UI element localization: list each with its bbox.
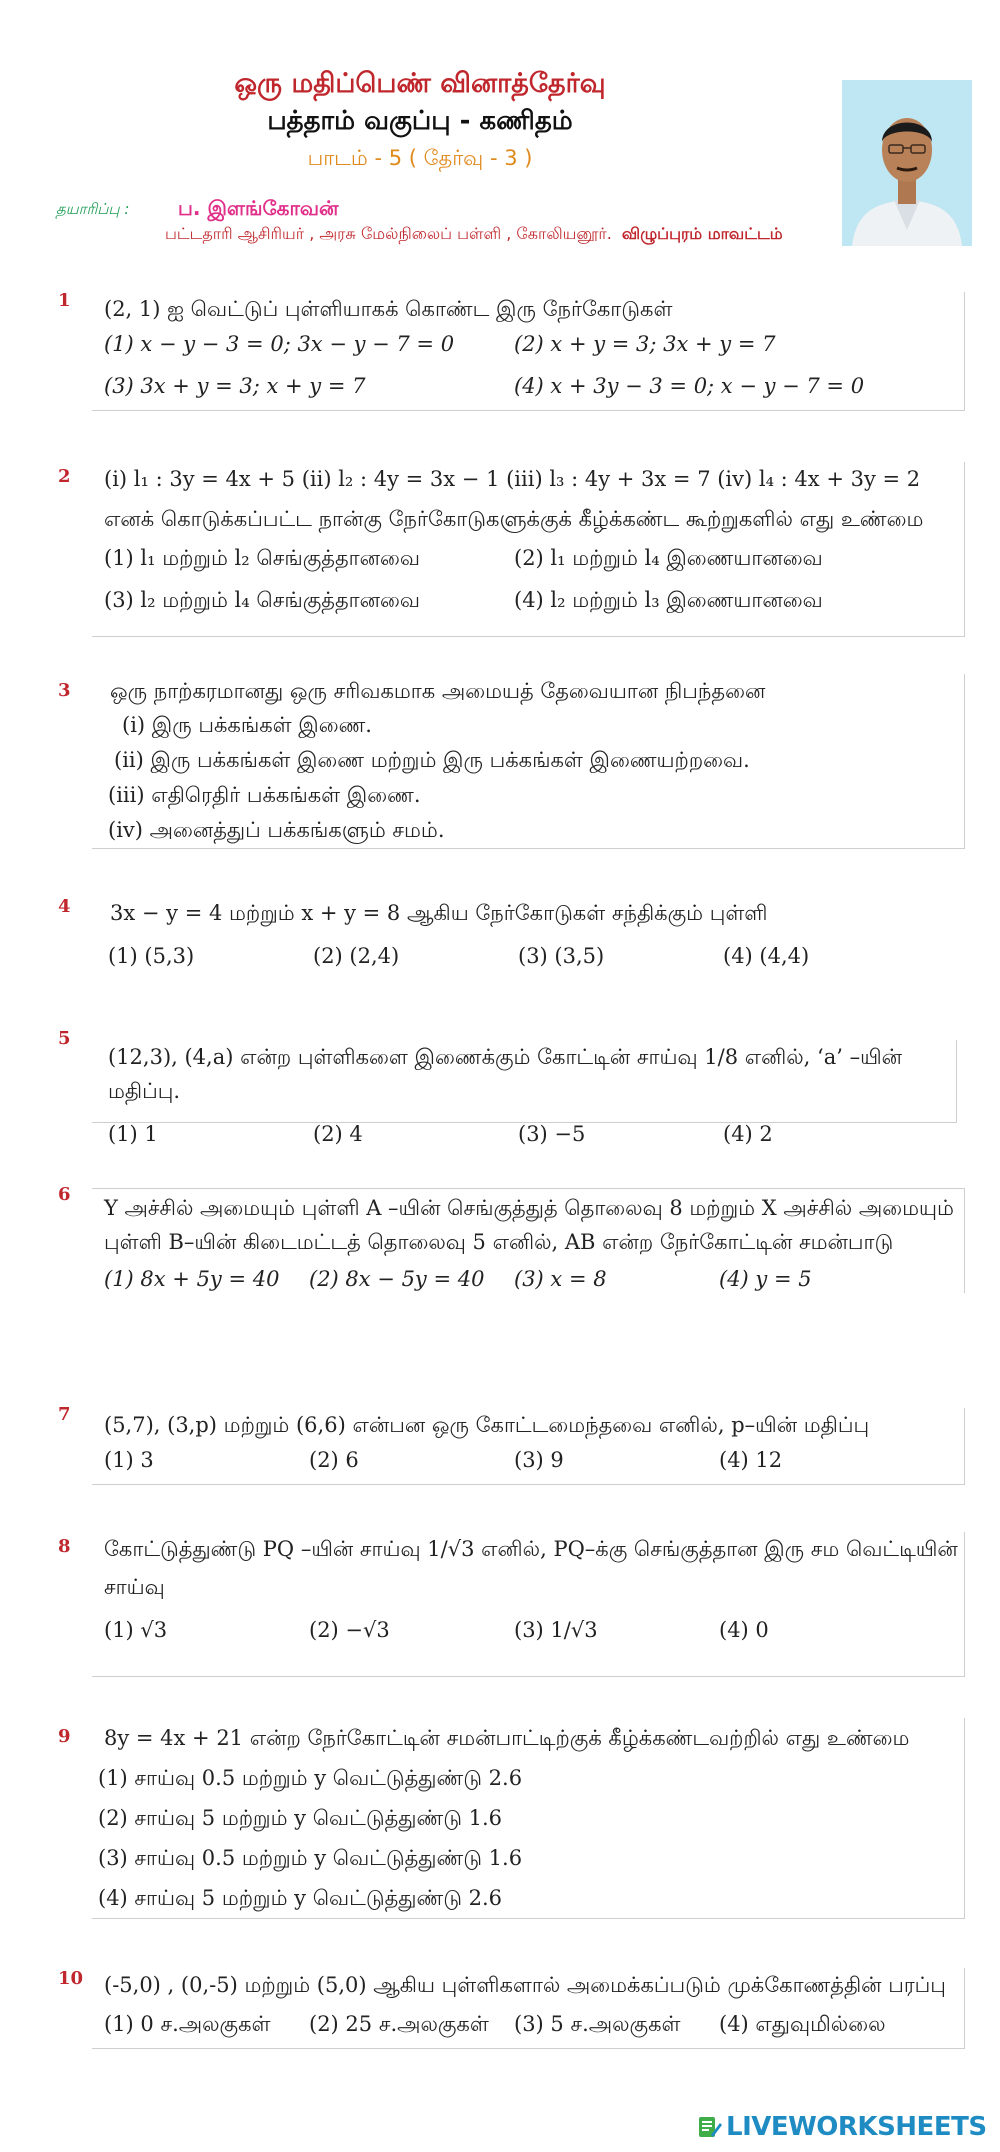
option-1[interactable]: (1) 1 <box>108 1122 158 1146</box>
option-4[interactable]: (4) x + 3y − 3 = 0; x − y − 7 = 0 <box>514 374 865 398</box>
option-1[interactable]: (1) √3 <box>104 1618 168 1642</box>
option-3[interactable]: (3) x = 8 <box>514 1267 607 1291</box>
option-2[interactable]: (2) −√3 <box>309 1618 390 1642</box>
question-stem: 8y = 4x + 21 என்ற நேர்கோட்டின் சமன்பாட்டிற்குக் கீழ்க்கண்டவற்றில் எது உண்மை <box>104 1726 910 1750</box>
question-5 <box>92 1040 957 1146</box>
option-1[interactable]: (i) இரு பக்கங்கள் இணை. <box>122 713 372 737</box>
option-4[interactable]: (4) எதுவுமில்லை <box>719 2012 886 2036</box>
option-4[interactable]: (4) 12 <box>719 1448 783 1472</box>
prepared-by-label: தயாரிப்பு : <box>56 200 130 218</box>
author-name: ப. இளங்கோவன் <box>178 196 339 220</box>
question-6-number: 6 <box>58 1184 71 1205</box>
author-designation <box>165 224 783 245</box>
liveworksheets-logo[interactable] <box>698 2112 987 2142</box>
option-2[interactable]: (2) l₁ மற்றும் l₄ இணையானவை <box>514 546 823 570</box>
option-3[interactable]: (3) −5 <box>518 1122 586 1146</box>
option-2[interactable]: (2) x + y = 3; 3x + y = 7 <box>514 332 776 356</box>
option-1[interactable]: (1) சாய்வு 0.5 மற்றும் y வெட்டுத்துண்டு 2.6 <box>98 1766 523 1790</box>
question-10 <box>92 1968 965 2049</box>
question-stem-line-2: சாய்வு <box>104 1575 165 1599</box>
option-3[interactable]: (3) சாய்வு 0.5 மற்றும் y வெட்டுத்துண்டு 1.6 <box>98 1846 523 1870</box>
option-4[interactable]: (iv) அனைத்துப் பக்கங்களும் சமம். <box>108 818 445 842</box>
question-stem: Y அச்சில் அமையும் புள்ளி A –யின் செங்குத்துத் தொலைவு 8 மற்றும் X அச்சில் அமையும் <box>104 1196 954 1220</box>
option-4[interactable]: (4) 0 <box>719 1618 769 1642</box>
option-1[interactable]: (1) l₁ மற்றும் l₂ செங்குத்தானவை <box>104 546 420 570</box>
option-1[interactable]: (1) 8x + 5y = 40 <box>104 1267 280 1291</box>
question-2 <box>92 462 965 637</box>
question-stem: (12,3), (4,a) என்ற புள்ளிகளை இணைக்கும் கோட்டின் சாய்வு 1/8 எனில், ‘a’ –யின் மதிப்பு. <box>108 1045 903 1103</box>
option-1[interactable]: (1) (5,3) <box>108 944 195 968</box>
option-1[interactable]: (1) 0 ச.அலகுகள் <box>104 2012 271 2036</box>
option-3[interactable]: (iii) எதிரெதிர் பக்கங்கள் இணை. <box>108 783 421 807</box>
option-2[interactable]: (ii) இரு பக்கங்கள் இணை மற்றும் இரு பக்கங்கள் இணையற்றவை. <box>114 748 750 772</box>
question-stem: (i) l₁ : 3y = 4x + 5 (ii) l₂ : 4y = 3x − 1 (iii) l₃ : 4y + 3x = 7 (iv) l₄ : 4x + 3y = 2 <box>104 467 921 491</box>
option-2[interactable]: (2) 6 <box>309 1448 359 1472</box>
option-2[interactable]: (2) 25 ச.அலகுகள் <box>309 2012 489 2036</box>
district-text: விழுப்புரம் மாவட்டம் <box>621 224 783 243</box>
option-3[interactable]: (3) 3x + y = 3; x + y = 7 <box>104 374 366 398</box>
question-stem: (-5,0) , (0,-5) மற்றும் (5,0) ஆகிய புள்ளிகளால் அமைக்கப்படும் முக்கோணத்தின் பரப்பு <box>104 1973 946 1997</box>
worksheet-subtitle: பத்தாம் வகுப்பு - கணிதம் <box>267 106 573 136</box>
option-2[interactable]: (2) 8x − 5y = 40 <box>309 1267 485 1291</box>
question-10-number: 10 <box>58 1968 84 1989</box>
brand-text: LIVEWORKSHEETS <box>726 2112 987 2142</box>
question-stem: ஒரு நாற்கரமானது ஒரு சரிவகமாக அமையத் தேவையான நிபந்தனை <box>110 679 766 703</box>
option-1[interactable]: (1) x − y − 3 = 0; 3x − y − 7 = 0 <box>104 332 455 356</box>
author-photo <box>842 80 972 246</box>
question-stem: (5,7), (3,p) மற்றும் (6,6) என்பன ஒரு கோட்டமைந்தவை எனில், p–யின் மதிப்பு <box>104 1413 870 1437</box>
option-3[interactable]: (3) (3,5) <box>518 944 605 968</box>
question-4-number: 4 <box>58 896 71 917</box>
option-4[interactable]: (4) y = 5 <box>719 1267 812 1291</box>
question-stem-line-2: எனக் கொடுக்கப்பட்ட நான்கு நேர்கோடுகளுக்குக் கீழ்க்கண்ட கூற்றுகளில் எது உண்மை <box>104 507 924 531</box>
designation-text: பட்டதாரி ஆசிரியர் , அரசு மேல்நிலைப் பள்ளி , கோலியனூர். <box>165 224 612 243</box>
option-3[interactable]: (3) 5 ச.அலகுகள் <box>514 2012 681 2036</box>
question-stem: (2, 1) ஐ வெட்டுப் புள்ளியாகக் கொண்ட இரு நேர்கோடுகள் <box>104 297 673 321</box>
question-stem: 3x − y = 4 மற்றும் x + y = 8 ஆகிய நேர்கோடுகள் சந்திக்கும் புள்ளி <box>110 901 768 925</box>
option-3[interactable]: (3) 1/√3 <box>514 1618 598 1642</box>
option-4[interactable]: (4) 2 <box>723 1122 773 1146</box>
question-6 <box>92 1188 965 1293</box>
question-1-number: 1 <box>58 290 71 311</box>
question-8-number: 8 <box>58 1536 71 1557</box>
option-4[interactable]: (4) l₂ மற்றும் l₃ இணையானவை <box>514 588 823 612</box>
question-7-number: 7 <box>58 1404 71 1425</box>
worksheet-title: ஒரு மதிப்பெண் வினாத்தேர்வு <box>234 68 606 99</box>
option-2[interactable]: (2) சாய்வு 5 மற்றும் y வெட்டுத்துண்டு 1.6 <box>98 1806 503 1830</box>
question-stem: கோட்டுத்துண்டு PQ –யின் சாய்வு 1/√3 எனில், PQ–க்கு செங்குத்தான இரு சம வெட்டியின் <box>104 1537 958 1561</box>
question-stem-line-2: புள்ளி B–யின் கிடைமட்டத் தொலைவு 5 எனில், AB என்ற நேர்கோட்டின் சமன்பாடு <box>104 1230 894 1254</box>
option-3[interactable]: (3) 9 <box>514 1448 564 1472</box>
option-2[interactable]: (2) (2,4) <box>313 944 400 968</box>
option-1[interactable]: (1) 3 <box>104 1448 154 1472</box>
question-7 <box>92 1408 965 1485</box>
lesson-label: பாடம் - 5 ( தேர்வு - 3 ) <box>307 146 533 170</box>
option-4[interactable]: (4) சாய்வு 5 மற்றும் y வெட்டுத்துண்டு 2.6 <box>98 1886 503 1910</box>
question-9-number: 9 <box>58 1726 71 1747</box>
question-3 <box>92 674 965 849</box>
question-8 <box>92 1532 965 1677</box>
question-4 <box>92 896 964 984</box>
liveworksheets-icon <box>698 2115 722 2139</box>
option-2[interactable]: (2) 4 <box>313 1122 363 1146</box>
question-9 <box>92 1718 965 1919</box>
option-3[interactable]: (3) l₂ மற்றும் l₄ செங்குத்தானவை <box>104 588 420 612</box>
question-1 <box>92 292 965 411</box>
option-4[interactable]: (4) (4,4) <box>723 944 810 968</box>
question-5-number: 5 <box>58 1028 71 1049</box>
question-2-number: 2 <box>58 466 71 487</box>
question-3-number: 3 <box>58 680 71 701</box>
